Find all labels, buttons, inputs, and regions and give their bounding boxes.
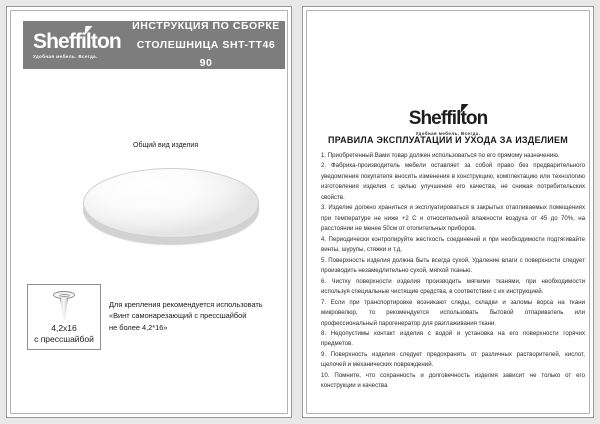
page-inner-border	[10, 10, 288, 414]
instruction-title-line1: ИНСТРУКЦИЯ ПО СБОРКЕ	[132, 20, 280, 33]
care-rule-item: 2. Фабрика-производитель мебели оставляет за собой право без предварительного уведомления покупателя вносить изменения в конструкцию, комплектацию или технологию изготовления изделия с целью улучшения его качества, не снижая потребительских свойств.	[321, 162, 585, 201]
instruction-title-block	[131, 17, 285, 72]
brand-name: Sheffilton	[408, 108, 488, 129]
care-rule-item: 5. Поверхность изделия должна быть всегда сухой. Удаление влаги с поверхности следует производить незамедлительно сухой, мягкой тканью.	[321, 256, 585, 275]
brand-wordmark	[409, 109, 488, 128]
brand-wordmark	[33, 31, 131, 52]
care-rule-item: 6. Чистку поверхности изделия производить мягкими тканями, при необходимости используя специальные чистящие средства, в соответствии с их инструкцией.	[321, 277, 585, 296]
page-inner-border	[306, 10, 590, 414]
hardware-recommendation-note	[109, 299, 289, 333]
hardware-size-label: 4,2х16	[51, 323, 77, 333]
flag-icon	[85, 26, 93, 35]
tabletop-illustration	[83, 168, 259, 246]
instruction-header-banner	[23, 21, 285, 69]
hardware-note-line1: Для крепления рекомендуется использовать	[109, 300, 263, 309]
brand-logo-header	[23, 31, 131, 59]
care-rule-item: 7. Если при транспортировке возникают следы, складки и заломы ворса на ткани микровелюр, то рекомендуется использовать бытовой отпариватель или профессиональный парогенератор для разглаживания ткани.	[321, 298, 585, 327]
care-rules-list	[321, 151, 585, 392]
care-rule-item: 3. Изделие должно храниться и эксплуатироваться в закрытых отапливаемых помещениях при температуре не ниже +2 С и относительной влажности воздуха от 45 до 70%, на расстоянии не менее 50см от отопительных приборов.	[321, 204, 585, 233]
hardware-callout-box	[27, 284, 101, 350]
brand-logo-right	[307, 109, 589, 136]
care-rules-page	[302, 6, 594, 418]
care-rule-item: 4. Периодически контролируйте жесткость соединений и при необходимости подтягивайте винты, шурупы, стяжки и т.д.	[321, 235, 585, 254]
brand-tagline: Удобная мебель. Всегда.	[415, 131, 481, 136]
screw-shaft	[60, 298, 68, 320]
care-rule-item: 9. Поверхность изделия следует предохранять от различных растворителей, кислот, щелочей и механических повреждений.	[321, 350, 585, 369]
brand-name: Sheffilton	[33, 30, 121, 53]
screw-illustration	[28, 285, 100, 323]
care-rule-item: 8. Недопустимы контакт изделия с водой и установка на его поверхности горячих предметов.	[321, 329, 585, 348]
hardware-labels	[28, 323, 100, 346]
hardware-note-line3: не более 4,2*16»	[109, 322, 168, 332]
instruction-title-line2: СТОЛЕШНИЦА SHT-TT46 90	[136, 38, 276, 70]
care-rule-item: 10. Помните, что сохранность и долговечность изделия зависит не только от его конструкции и качества	[321, 371, 585, 390]
screw-icon	[53, 291, 75, 321]
hardware-note-line2: «Винт самонарезающий с прессшайбой	[109, 311, 247, 321]
care-rule-item: 1. Приобретенный Вами товар должен использоваться по его прямому назначению.	[321, 152, 560, 159]
product-view-caption: Общий вид изделия	[133, 142, 199, 149]
flag-icon	[460, 104, 468, 113]
care-rules-heading: ПРАВИЛА ЭКСПЛУАТАЦИИ И УХОДА ЗА ИЗДЕЛИЕМ	[327, 135, 568, 145]
hardware-type-label: с прессшайбой	[34, 334, 94, 345]
assembly-instruction-page	[6, 6, 292, 418]
tabletop-surface	[83, 168, 259, 238]
screw-washer-head	[53, 291, 75, 299]
brand-tagline: Удобная мебель. Всегда.	[33, 54, 98, 59]
